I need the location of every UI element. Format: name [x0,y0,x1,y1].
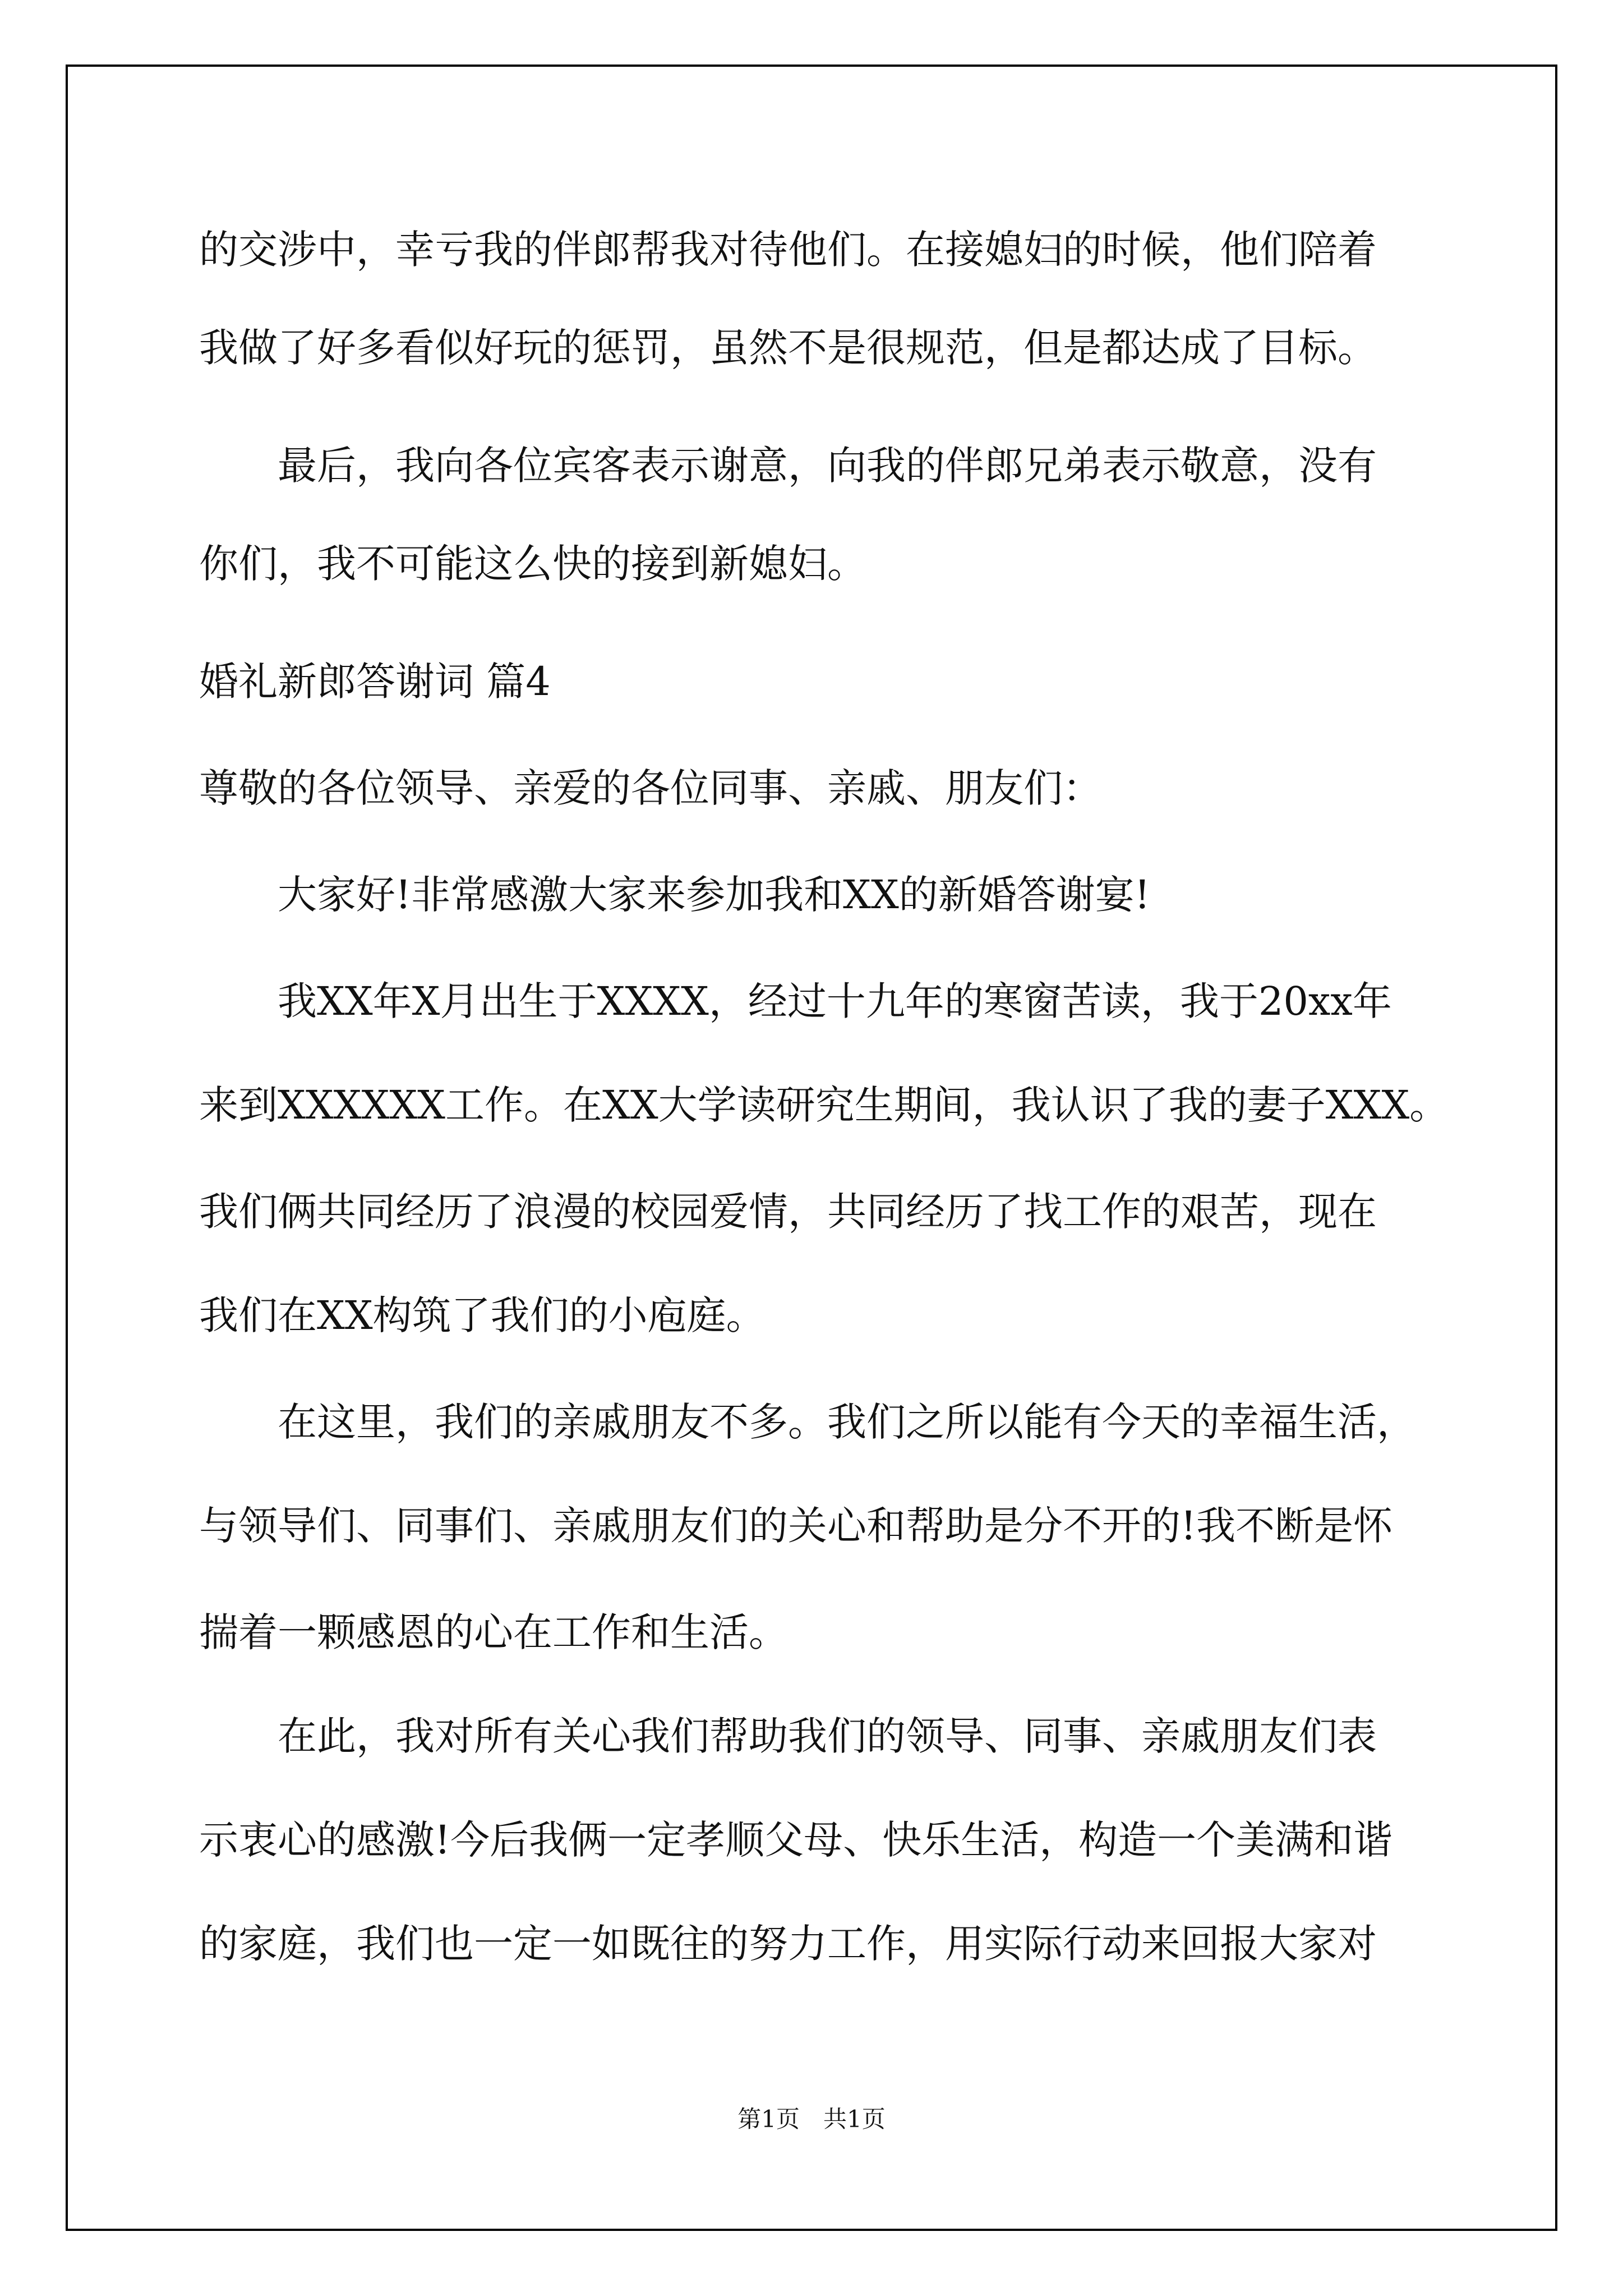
page-border [66,65,1557,2231]
text-line: 在这里，我们的亲戚朋友不多。我们之所以能有今天的幸福生活， [199,1399,1416,1445]
text-line: 我做了好多看似好玩的惩罚，虽然不是很规范，但是都达成了目标。 [199,325,1377,371]
text-line: 揣着一颗感恩的心在工作和生活。 [199,1609,788,1655]
text-line: 与领导们、同事们、亲戚朋友们的关心和帮助是分不开的!我不断是怀 [199,1503,1393,1549]
text-line: 的家庭，我们也一定一如既往的努力工作，用实际行动来回报大家对 [199,1921,1377,1967]
text-line: 的交涉中，幸亏我的伴郎帮我对待他们。在接媳妇的时候，他们陪着 [199,227,1377,273]
page-number-footer: 第1页 共1页 [737,2105,886,2133]
text-line: 大家好!非常感激大家来参加我和XX的新婚答谢宴! [199,872,1150,918]
text-line: 示衷心的感激!今后我俩一定孝顺父母、快乐生活，构造一个美满和谐 [199,1817,1393,1863]
text-line: 在此，我对所有关心我们帮助我们的领导、同事、亲戚朋友们表 [199,1713,1377,1759]
text-line: 最后，我向各位宾客表示谢意，向我的伴郎兄弟表示敬意，没有 [199,443,1377,489]
text-line: 来到XXXXXX工作。在XX大学读研究生期间，我认识了我的妻子XXX。 [199,1082,1449,1128]
text-line: 我XX年X月出生于XXXX，经过十九年的寒窗苦读，我于20xx年 [199,978,1392,1024]
salutation: 尊敬的各位领导、亲爱的各位同事、亲戚、朋友们： [199,765,1102,811]
text-line: 你们，我不可能这么快的接到新媳妇。 [199,541,866,587]
section-heading: 婚礼新郎答谢词 篇4 [199,659,551,705]
text-line: 我们俩共同经历了浪漫的校园爱情，共同经历了找工作的艰苦，现在 [199,1189,1377,1235]
text-line: 我们在XX构筑了我们的小庖庭。 [199,1292,766,1338]
